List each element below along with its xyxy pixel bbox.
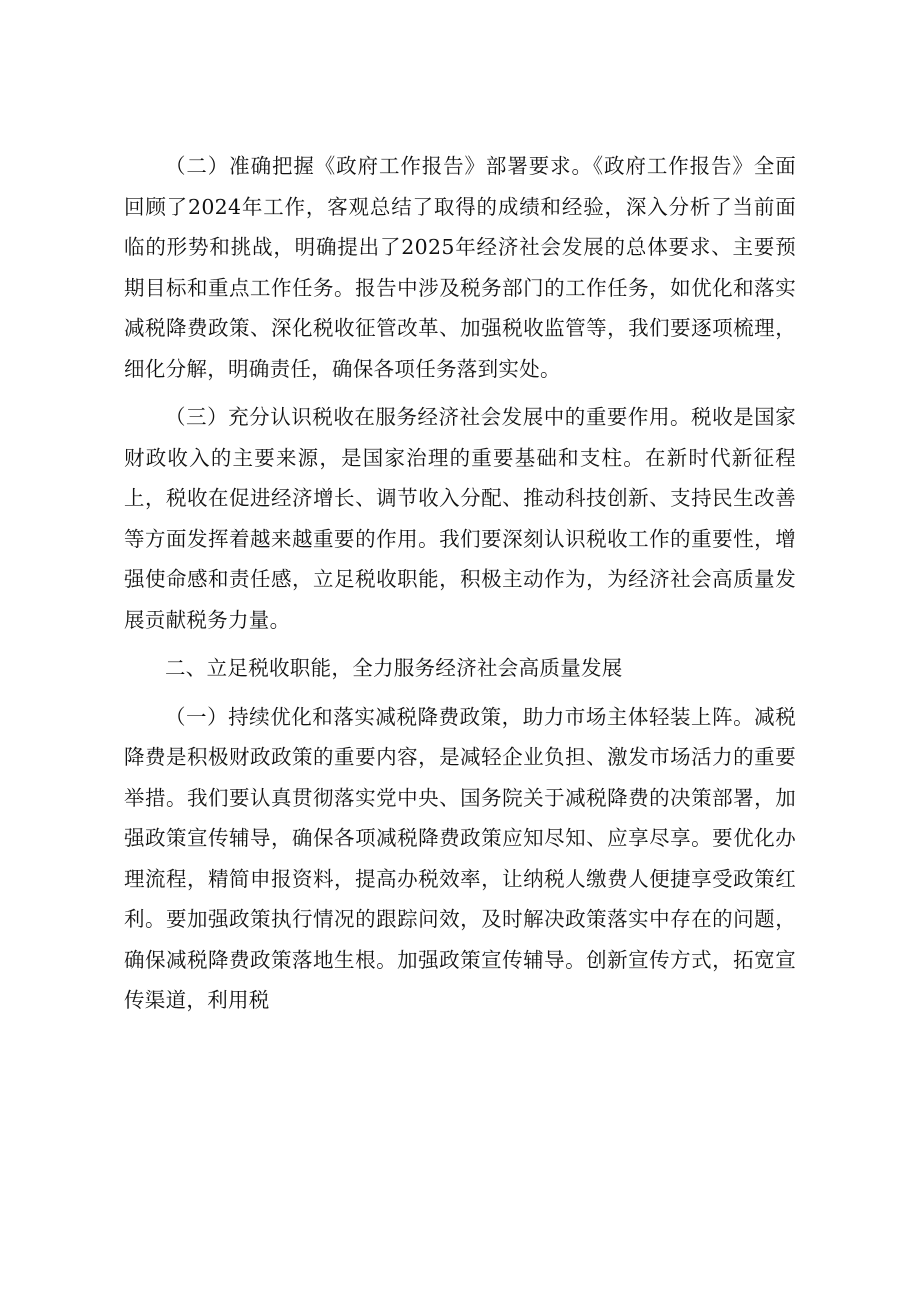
section-heading: 二、立足税收职能，全力服务经济社会高质量发展	[165, 656, 623, 680]
paragraph-section-2: （二）准确把握《政府工作报告》部署要求。《政府工作报告》全面回顾了2024年工作，客观总结了取得的成绩和经验，深入分析了当前面临的形势和挑战，明确提出了2025年经济社会发展的总体要求、主要预期目标和重点工作任务。报告中涉及税务部门的工作任务，如优化和落实减税降费政策、深化税收征管改革、加强税收监管等，我们要逐项梳理，细化分解，明确责任，确保各项任务落到实处。	[124, 154, 796, 381]
paragraph-section-3: （三）充分认识税收在服务经济社会发展中的重要作用。税收是国家财政收入的主要来源，是国家治理的重要基础和支柱。在新时代新征程上，税收在促进经济增长、调节收入分配、推动科技创新、支持民生改善等方面发挥着越来越重要的作用。我们要深刻认识税收工作的重要性，增强使命感和责任感，立足税收职能，积极主动作为，为经济社会高质量发展贡献税务力量。	[124, 405, 796, 632]
paragraph-subsection-1: （一）持续优化和落实减税降费政策，助力市场主体轻装上阵。减税降费是积极财政政策的重要内容，是减轻企业负担、激发市场活力的重要举措。我们要认真贯彻落实党中央、国务院关于减税降费的决策部署，加强政策宣传辅导，确保各项减税降费政策应知尽知、应享尽享。要优化办理流程，精简申报资料，提高办税效率，让纳税人缴费人便捷享受政策红利。要加强政策执行情况的跟踪问效，及时解决政策落实中存在的问题，确保减税降费政策落地生根。加强政策宣传辅导。创新宣传方式，拓宽宣传渠道，利用税	[124, 704, 796, 1012]
document-body	[124, 146, 796, 1029]
